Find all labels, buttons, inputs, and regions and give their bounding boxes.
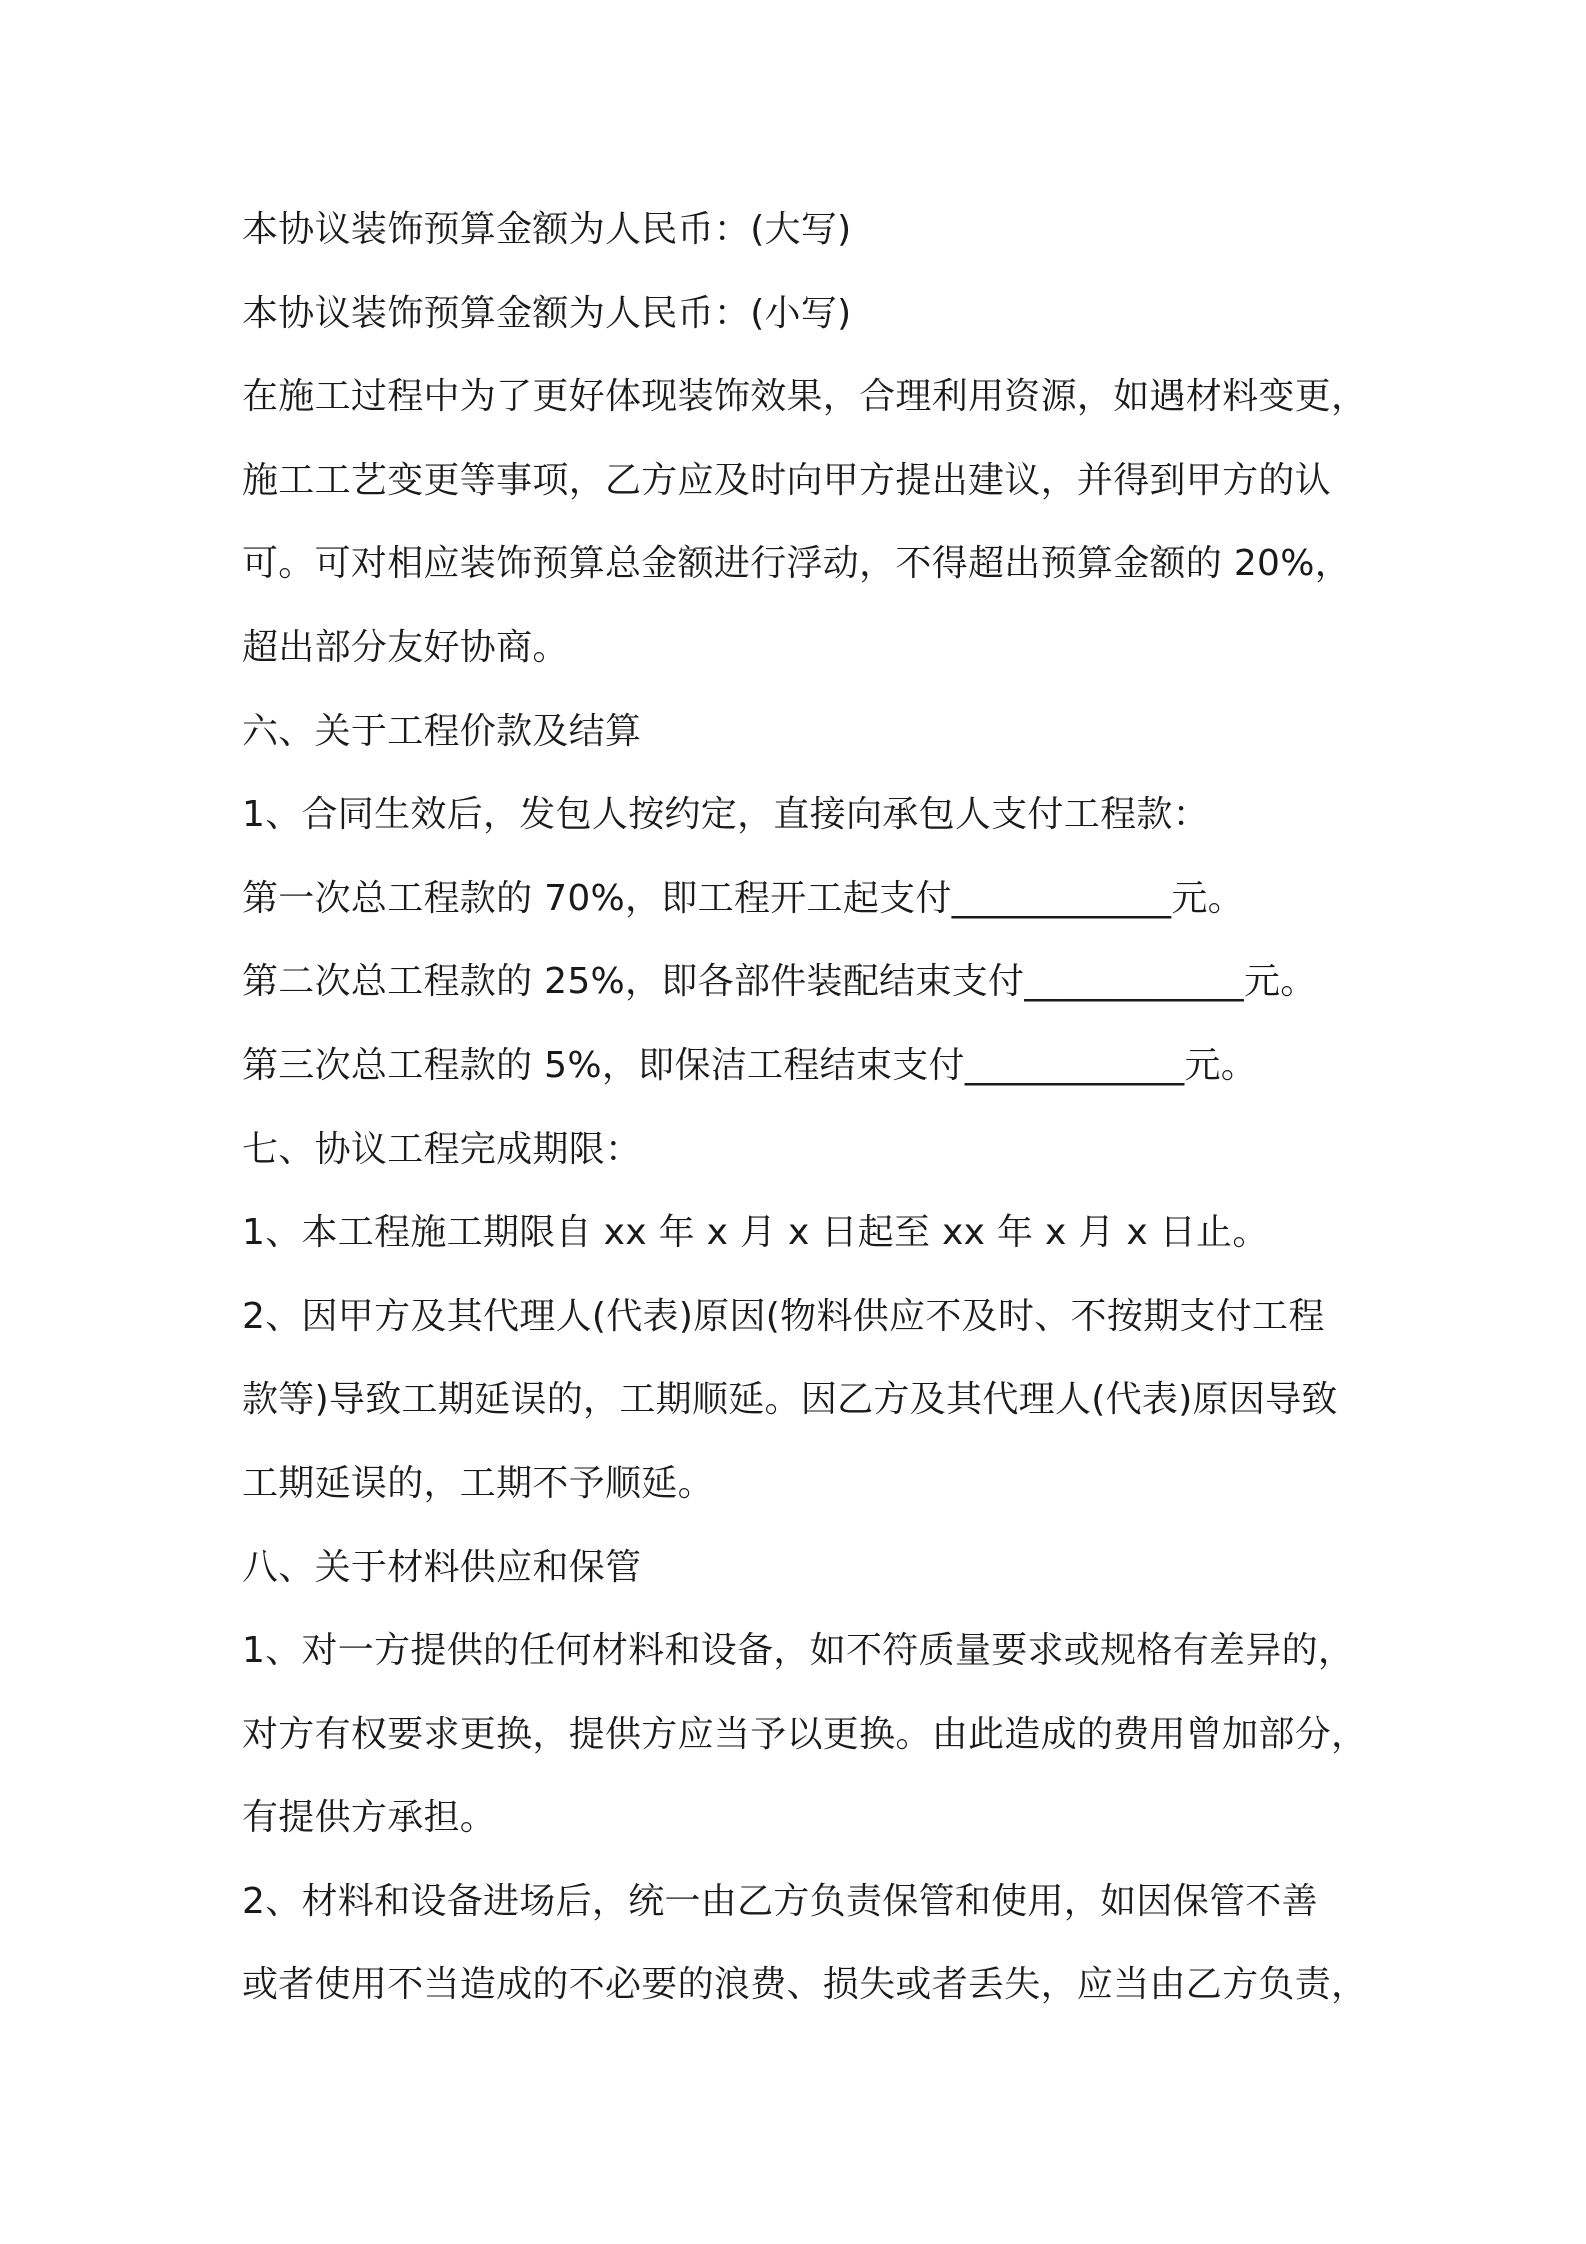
- text-line: 1、本工程施工期限自 xx 年 x 月 x 日起至 xx 年 x 月 x 日止。: [242, 1212, 1269, 1254]
- text-line: 2、材料和设备进场后，统一由乙方负责保管和使用，如因保管不善: [242, 1880, 1318, 1922]
- text-line: 超出部分友好协商。: [242, 626, 569, 668]
- text-line: 对方有权要求更换，提供方应当予以更换。由此造成的费用曾加部分，: [242, 1713, 1368, 1755]
- section-heading: 七、协议工程完成期限：: [242, 1128, 642, 1170]
- text-line: 第二次总工程款的 25%，即各部件装配结束支付____________元。: [242, 961, 1317, 1003]
- text-line: 1、对一方提供的任何材料和设备，如不符质量要求或规格有差异的，: [242, 1630, 1355, 1672]
- text-line: 工期延误的，工期不予顺延。: [242, 1462, 714, 1504]
- text-line: 可。可对相应装饰预算总金额进行浮动，不得超出预算金额的 20%，: [242, 543, 1352, 585]
- text-line: 施工工艺变更等事项，乙方应及时向甲方提出建议，并得到甲方的认: [242, 459, 1332, 501]
- text-line: 2、因甲方及其代理人(代表)原因(物料供应不及时、不按期支付工程: [242, 1295, 1325, 1337]
- text-line: 有提供方承担。: [242, 1797, 497, 1839]
- text-line: 或者使用不当造成的不必要的浪费、损失或者丢失，应当由乙方负责，: [242, 1964, 1368, 2006]
- text-line: 本协议装饰预算金额为人民币：(小写): [242, 292, 852, 334]
- section-heading: 八、关于材料供应和保管: [242, 1546, 642, 1588]
- text-line: 在施工过程中为了更好体现装饰效果，合理利用资源，如遇材料变更，: [242, 376, 1368, 418]
- text-line: 第三次总工程款的 5%，即保洁工程结束支付____________元。: [242, 1044, 1258, 1086]
- document-body: [242, 198, 1372, 2037]
- text-line: 款等)导致工期延误的，工期顺延。因乙方及其代理人(代表)原因导致: [242, 1379, 1338, 1421]
- text-line: 1、合同生效后，发包人按约定，直接向承包人支付工程款：: [242, 794, 1210, 836]
- text-line: 本协议装饰预算金额为人民币：(大写): [242, 209, 852, 250]
- text-line: 第一次总工程款的 70%，即工程开工起支付____________元。: [242, 877, 1244, 919]
- section-heading: 六、关于工程价款及结算: [242, 710, 642, 752]
